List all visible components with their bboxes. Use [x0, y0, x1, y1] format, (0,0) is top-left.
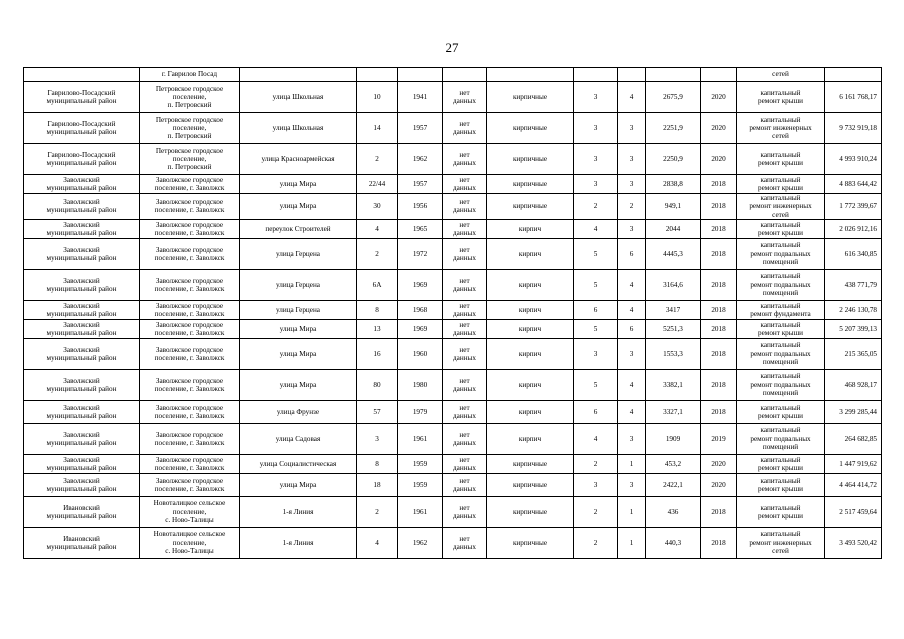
plan-year-cell: 2020 [701, 473, 737, 496]
wall-material-cell: кирпич [487, 338, 574, 369]
area-cell: 436 [646, 496, 701, 527]
entrances-cell: 3 [618, 219, 646, 238]
work-type-cell: капитальный ремонт крыши [737, 473, 825, 496]
wall-material-cell: кирпичные [487, 496, 574, 527]
plan-year-cell: 2018 [701, 175, 737, 194]
street-cell: улица Мира [240, 194, 357, 220]
wall-material-cell: кирпичные [487, 454, 574, 473]
plan-year-cell: 2018 [701, 269, 737, 300]
area-cell: 949,1 [646, 194, 701, 220]
work-type-cell: капитальный ремонт крыши [737, 82, 825, 113]
plan-year-cell: 2018 [701, 219, 737, 238]
floors-cell: 6 [574, 300, 618, 319]
data-availability-cell: нет данных [443, 113, 487, 144]
street-cell: переулок Строителей [240, 219, 357, 238]
settlement-cell: г. Гаврилов Посад [140, 68, 240, 82]
work-type-cell: капитальный ремонт фундамента [737, 300, 825, 319]
wall-material-cell: кирпичные [487, 113, 574, 144]
table-body [24, 68, 882, 559]
build-year-cell: 1962 [398, 144, 443, 175]
work-type-cell: капитальный ремонт подвальных помещений [737, 369, 825, 400]
settlement-cell: Заволжское городское поселение, г. Заволжск [140, 300, 240, 319]
cost-cell: 6 161 768,17 [825, 82, 882, 113]
house-number-cell: 22/44 [357, 175, 398, 194]
district-cell: Гаврилово-Посадский муниципальный район [24, 82, 140, 113]
district-cell: Заволжский муниципальный район [24, 454, 140, 473]
table-row [24, 423, 882, 454]
district-cell: Заволжский муниципальный район [24, 238, 140, 269]
floors-cell: 2 [574, 527, 618, 558]
area-cell: 3327,1 [646, 400, 701, 423]
house-number-cell [357, 68, 398, 82]
area-cell: 5251,3 [646, 319, 701, 338]
house-number-cell: 2 [357, 144, 398, 175]
area-cell: 2251,9 [646, 113, 701, 144]
page-number: 27 [445, 40, 459, 55]
floors-cell: 2 [574, 454, 618, 473]
table-row [24, 194, 882, 220]
street-cell: улица Садовая [240, 423, 357, 454]
build-year-cell: 1959 [398, 473, 443, 496]
data-availability-cell: нет данных [443, 82, 487, 113]
data-availability-cell: нет данных [443, 369, 487, 400]
table-row [24, 269, 882, 300]
build-year-cell: 1961 [398, 496, 443, 527]
area-cell: 3382,1 [646, 369, 701, 400]
work-type-cell: сетей [737, 68, 825, 82]
entrances-cell: 3 [618, 175, 646, 194]
house-number-cell: 2 [357, 496, 398, 527]
work-type-cell: капитальный ремонт крыши [737, 175, 825, 194]
street-cell: 1-я Линия [240, 527, 357, 558]
plan-year-cell: 2018 [701, 527, 737, 558]
data-availability-cell: нет данных [443, 454, 487, 473]
data-availability-cell: нет данных [443, 175, 487, 194]
floors-cell: 3 [574, 113, 618, 144]
work-type-cell: капитальный ремонт крыши [737, 144, 825, 175]
cost-cell: 468 928,17 [825, 369, 882, 400]
settlement-cell: Петровское городское поселение, п. Петровский [140, 144, 240, 175]
build-year-cell: 1959 [398, 454, 443, 473]
build-year-cell: 1968 [398, 300, 443, 319]
table-row [24, 527, 882, 558]
district-cell: Заволжский муниципальный район [24, 423, 140, 454]
build-year-cell: 1956 [398, 194, 443, 220]
house-number-cell: 2 [357, 238, 398, 269]
wall-material-cell: кирпичные [487, 82, 574, 113]
floors-cell: 5 [574, 238, 618, 269]
floors-cell: 2 [574, 194, 618, 220]
wall-material-cell: кирпич [487, 269, 574, 300]
street-cell: улица Мира [240, 319, 357, 338]
house-number-cell: 30 [357, 194, 398, 220]
district-cell: Заволжский муниципальный район [24, 338, 140, 369]
work-type-cell: капитальный ремонт подвальных помещений [737, 269, 825, 300]
settlement-cell: Заволжское городское поселение, г. Заволжск [140, 319, 240, 338]
street-cell: улица Мира [240, 338, 357, 369]
house-number-cell: 10 [357, 82, 398, 113]
district-cell [24, 68, 140, 82]
work-type-cell: капитальный ремонт подвальных помещений [737, 423, 825, 454]
build-year-cell: 1962 [398, 527, 443, 558]
street-cell: улица Фрунзе [240, 400, 357, 423]
floors-cell: 4 [574, 219, 618, 238]
table-row [24, 369, 882, 400]
floors-cell: 3 [574, 82, 618, 113]
plan-year-cell: 2018 [701, 400, 737, 423]
data-availability-cell: нет данных [443, 527, 487, 558]
street-cell: улица Социалистическая [240, 454, 357, 473]
area-cell: 453,2 [646, 454, 701, 473]
floors-cell: 6 [574, 400, 618, 423]
entrances-cell [618, 68, 646, 82]
settlement-cell: Заволжское городское поселение, г. Заволжск [140, 369, 240, 400]
entrances-cell: 4 [618, 369, 646, 400]
entrances-cell: 6 [618, 238, 646, 269]
entrances-cell: 3 [618, 473, 646, 496]
entrances-cell: 4 [618, 269, 646, 300]
settlement-cell: Заволжское городское поселение, г. Заволжск [140, 269, 240, 300]
plan-year-cell [701, 68, 737, 82]
floors-cell: 3 [574, 338, 618, 369]
district-cell: Заволжский муниципальный район [24, 473, 140, 496]
cost-cell: 215 365,05 [825, 338, 882, 369]
cost-cell: 4 993 910,24 [825, 144, 882, 175]
cost-cell: 9 732 919,18 [825, 113, 882, 144]
floors-cell [574, 68, 618, 82]
table-row [24, 113, 882, 144]
cost-cell: 2 517 459,64 [825, 496, 882, 527]
table-row [24, 338, 882, 369]
build-year-cell: 1980 [398, 369, 443, 400]
settlement-cell: Заволжское городское поселение, г. Заволжск [140, 238, 240, 269]
build-year-cell: 1969 [398, 319, 443, 338]
settlement-cell: Заволжское городское поселение, г. Заволжск [140, 338, 240, 369]
work-type-cell: капитальный ремонт крыши [737, 400, 825, 423]
area-cell: 1553,3 [646, 338, 701, 369]
area-cell [646, 68, 701, 82]
settlement-cell: Заволжское городское поселение, г. Заволжск [140, 423, 240, 454]
area-cell: 2838,8 [646, 175, 701, 194]
district-cell: Гаврилово-Посадский муниципальный район [24, 113, 140, 144]
wall-material-cell: кирпич [487, 300, 574, 319]
entrances-cell: 1 [618, 454, 646, 473]
plan-year-cell: 2019 [701, 423, 737, 454]
table-row [24, 82, 882, 113]
entrances-cell: 4 [618, 300, 646, 319]
build-year-cell: 1965 [398, 219, 443, 238]
wall-material-cell: кирпич [487, 369, 574, 400]
cost-cell: 1 447 919,62 [825, 454, 882, 473]
floors-cell: 3 [574, 144, 618, 175]
floors-cell: 3 [574, 473, 618, 496]
settlement-cell: Заволжское городское поселение, г. Заволжск [140, 219, 240, 238]
cost-cell: 4 464 414,72 [825, 473, 882, 496]
district-cell: Ивановский муниципальный район [24, 496, 140, 527]
cost-cell: 3 299 285,44 [825, 400, 882, 423]
data-availability-cell [443, 68, 487, 82]
table-row [24, 400, 882, 423]
work-type-cell: капитальный ремонт инженерных сетей [737, 194, 825, 220]
house-number-cell: 80 [357, 369, 398, 400]
entrances-cell: 4 [618, 400, 646, 423]
wall-material-cell: кирпичные [487, 473, 574, 496]
build-year-cell: 1957 [398, 113, 443, 144]
work-type-cell: капитальный ремонт инженерных сетей [737, 113, 825, 144]
plan-year-cell: 2020 [701, 454, 737, 473]
plan-year-cell: 2018 [701, 496, 737, 527]
plan-year-cell: 2018 [701, 300, 737, 319]
plan-year-cell: 2018 [701, 194, 737, 220]
table-row [24, 319, 882, 338]
cost-cell: 2 026 912,16 [825, 219, 882, 238]
plan-year-cell: 2020 [701, 144, 737, 175]
work-type-cell: капитальный ремонт крыши [737, 319, 825, 338]
table-row [24, 175, 882, 194]
entrances-cell: 3 [618, 144, 646, 175]
wall-material-cell: кирпич [487, 400, 574, 423]
floors-cell: 2 [574, 496, 618, 527]
cost-cell: 264 682,85 [825, 423, 882, 454]
build-year-cell: 1957 [398, 175, 443, 194]
entrances-cell: 3 [618, 423, 646, 454]
plan-year-cell: 2020 [701, 113, 737, 144]
plan-year-cell: 2018 [701, 319, 737, 338]
cost-cell: 5 207 399,13 [825, 319, 882, 338]
district-cell: Гаврилово-Посадский муниципальный район [24, 144, 140, 175]
cost-cell: 616 340,85 [825, 238, 882, 269]
wall-material-cell: кирпич [487, 219, 574, 238]
data-availability-cell: нет данных [443, 238, 487, 269]
street-cell [240, 68, 357, 82]
data-availability-cell: нет данных [443, 473, 487, 496]
district-cell: Заволжский муниципальный район [24, 319, 140, 338]
wall-material-cell: кирпич [487, 423, 574, 454]
data-availability-cell: нет данных [443, 400, 487, 423]
data-availability-cell: нет данных [443, 269, 487, 300]
table-row [24, 454, 882, 473]
floors-cell: 4 [574, 423, 618, 454]
entrances-cell: 2 [618, 194, 646, 220]
entrances-cell: 4 [618, 82, 646, 113]
settlement-cell: Новоталицкое сельское поселение, с. Ново-Талицы [140, 527, 240, 558]
street-cell: улица Герцена [240, 238, 357, 269]
build-year-cell [398, 68, 443, 82]
settlement-cell: Петровское городское поселение, п. Петровский [140, 82, 240, 113]
area-cell: 2044 [646, 219, 701, 238]
table-row [24, 219, 882, 238]
wall-material-cell: кирпичные [487, 175, 574, 194]
build-year-cell: 1960 [398, 338, 443, 369]
cost-cell: 2 246 130,78 [825, 300, 882, 319]
floors-cell: 3 [574, 175, 618, 194]
house-number-cell: 57 [357, 400, 398, 423]
data-availability-cell: нет данных [443, 144, 487, 175]
house-number-cell: 18 [357, 473, 398, 496]
district-cell: Заволжский муниципальный район [24, 219, 140, 238]
district-cell: Заволжский муниципальный район [24, 175, 140, 194]
area-cell: 2675,9 [646, 82, 701, 113]
build-year-cell: 1972 [398, 238, 443, 269]
floors-cell: 5 [574, 369, 618, 400]
cost-cell: 438 771,79 [825, 269, 882, 300]
entrances-cell: 1 [618, 527, 646, 558]
data-availability-cell: нет данных [443, 194, 487, 220]
build-year-cell: 1941 [398, 82, 443, 113]
area-cell: 2422,1 [646, 473, 701, 496]
house-number-cell: 14 [357, 113, 398, 144]
build-year-cell: 1961 [398, 423, 443, 454]
plan-year-cell: 2018 [701, 369, 737, 400]
settlement-cell: Петровское городское поселение, п. Петровский [140, 113, 240, 144]
house-number-cell: 8 [357, 454, 398, 473]
work-type-cell: капитальный ремонт крыши [737, 496, 825, 527]
district-cell: Заволжский муниципальный район [24, 300, 140, 319]
data-availability-cell: нет данных [443, 423, 487, 454]
wall-material-cell: кирпичные [487, 527, 574, 558]
district-cell: Ивановский муниципальный район [24, 527, 140, 558]
area-cell: 440,3 [646, 527, 701, 558]
work-type-cell: капитальный ремонт инженерных сетей [737, 527, 825, 558]
wall-material-cell: кирпич [487, 319, 574, 338]
settlement-cell: Заволжское городское поселение, г. Заволжск [140, 454, 240, 473]
street-cell: 1-я Линия [240, 496, 357, 527]
settlement-cell: Заволжское городское поселение, г. Заволжск [140, 400, 240, 423]
cost-cell: 1 772 399,67 [825, 194, 882, 220]
table-row [24, 496, 882, 527]
wall-material-cell: кирпич [487, 238, 574, 269]
district-cell: Заволжский муниципальный район [24, 400, 140, 423]
district-cell: Заволжский муниципальный район [24, 269, 140, 300]
area-cell: 2250,9 [646, 144, 701, 175]
wall-material-cell: кирпичные [487, 144, 574, 175]
street-cell: улица Школьная [240, 82, 357, 113]
plan-year-cell: 2018 [701, 338, 737, 369]
street-cell: улица Мира [240, 473, 357, 496]
work-type-cell: капитальный ремонт крыши [737, 454, 825, 473]
house-number-cell: 4 [357, 527, 398, 558]
house-number-cell: 16 [357, 338, 398, 369]
house-number-cell: 3 [357, 423, 398, 454]
settlement-cell: Заволжское городское поселение, г. Заволжск [140, 473, 240, 496]
plan-year-cell: 2020 [701, 82, 737, 113]
wall-material-cell [487, 68, 574, 82]
wall-material-cell: кирпичные [487, 194, 574, 220]
floors-cell: 5 [574, 269, 618, 300]
settlement-cell: Заволжское городское поселение, г. Заволжск [140, 175, 240, 194]
area-cell: 3164,6 [646, 269, 701, 300]
area-cell: 3417 [646, 300, 701, 319]
entrances-cell: 1 [618, 496, 646, 527]
settlement-cell: Заволжское городское поселение, г. Заволжск [140, 194, 240, 220]
table-row [24, 68, 882, 82]
cost-cell: 3 493 520,42 [825, 527, 882, 558]
data-availability-cell: нет данных [443, 496, 487, 527]
district-cell: Заволжский муниципальный район [24, 194, 140, 220]
table-row [24, 144, 882, 175]
house-number-cell: 4 [357, 219, 398, 238]
entrances-cell: 3 [618, 338, 646, 369]
table-row [24, 300, 882, 319]
data-availability-cell: нет данных [443, 319, 487, 338]
work-type-cell: капитальный ремонт подвальных помещений [737, 238, 825, 269]
settlement-cell: Новоталицкое сельское поселение, с. Ново-Талицы [140, 496, 240, 527]
table-row [24, 238, 882, 269]
house-number-cell: 6А [357, 269, 398, 300]
build-year-cell: 1969 [398, 269, 443, 300]
data-availability-cell: нет данных [443, 300, 487, 319]
street-cell: улица Красноармейская [240, 144, 357, 175]
street-cell: улица Мира [240, 175, 357, 194]
work-type-cell: капитальный ремонт крыши [737, 219, 825, 238]
area-cell: 4445,3 [646, 238, 701, 269]
entrances-cell: 3 [618, 113, 646, 144]
housing-repair-table [23, 67, 882, 559]
data-availability-cell: нет данных [443, 219, 487, 238]
area-cell: 1909 [646, 423, 701, 454]
cost-cell [825, 68, 882, 82]
floors-cell: 5 [574, 319, 618, 338]
data-availability-cell: нет данных [443, 338, 487, 369]
street-cell: улица Герцена [240, 300, 357, 319]
house-number-cell: 8 [357, 300, 398, 319]
entrances-cell: 6 [618, 319, 646, 338]
cost-cell: 4 883 644,42 [825, 175, 882, 194]
street-cell: улица Мира [240, 369, 357, 400]
build-year-cell: 1979 [398, 400, 443, 423]
street-cell: улица Школьная [240, 113, 357, 144]
table-row [24, 473, 882, 496]
house-number-cell: 13 [357, 319, 398, 338]
plan-year-cell: 2018 [701, 238, 737, 269]
district-cell: Заволжский муниципальный район [24, 369, 140, 400]
street-cell: улица Герцена [240, 269, 357, 300]
work-type-cell: капитальный ремонт подвальных помещений [737, 338, 825, 369]
